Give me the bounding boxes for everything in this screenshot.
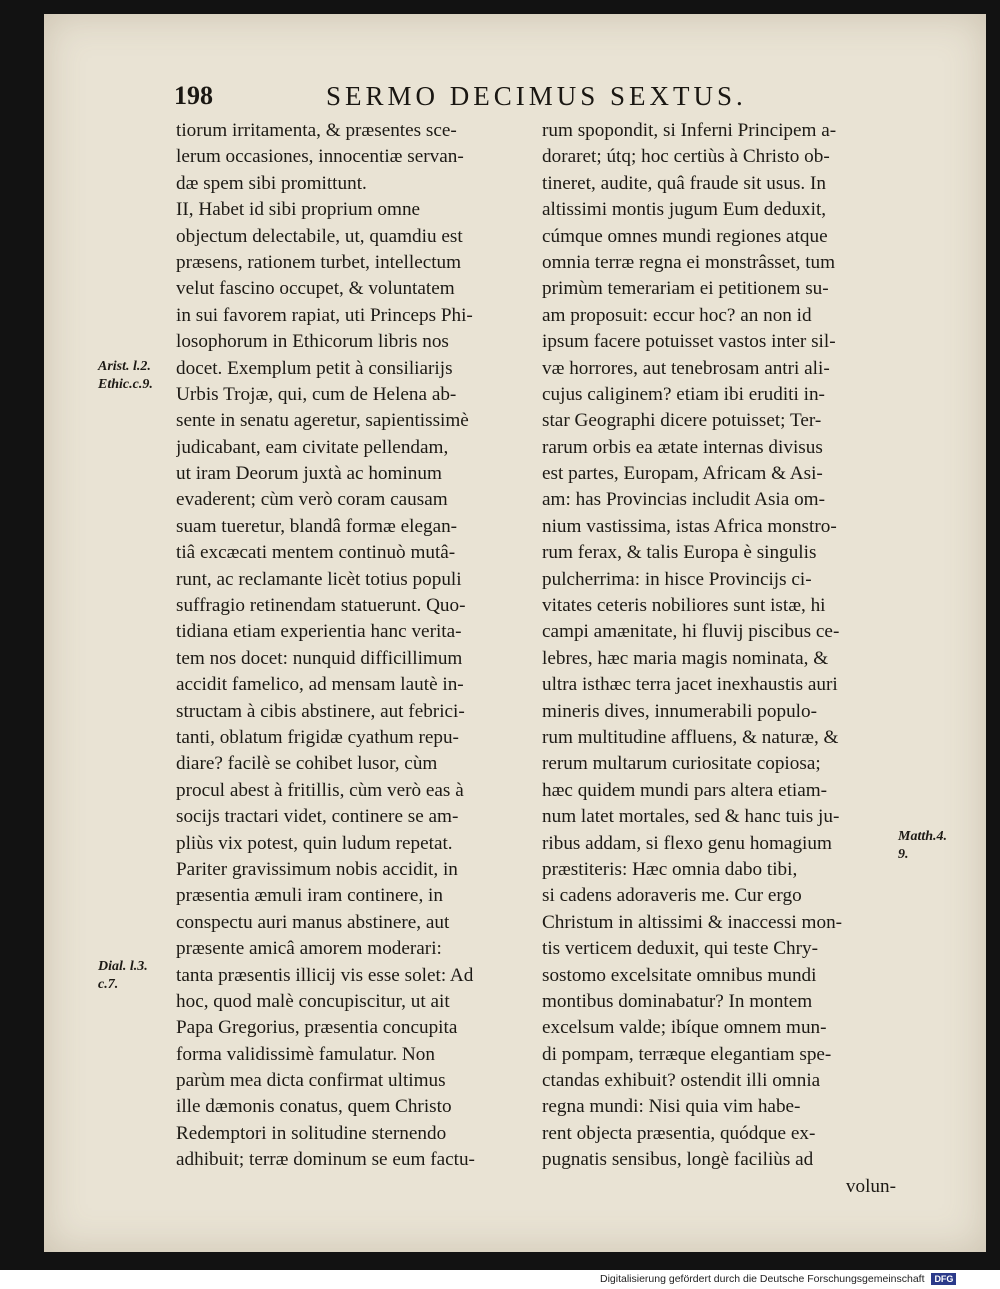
- text-line: Christum in altissimi & inaccessi mon-: [542, 911, 843, 933]
- text-line: structam à cibis abstinere, aut febrici-: [176, 700, 465, 722]
- text-line: ipsum facere potuisset vastos inter sil-: [542, 331, 836, 353]
- text-line: mineris dives, innumerabili populo-: [542, 700, 817, 722]
- text-line: præstiteris: Hæc omnia dabo tibi,: [542, 858, 798, 880]
- footer-text: Digitalisierung gefördert durch die Deutsche Forschungsgemeinschaft: [600, 1273, 925, 1285]
- text-line: ctandas exhibuit? ostendit illi omnia: [542, 1070, 821, 1092]
- text-line: vitates ceteris nobiliores sunt istæ, hi: [542, 595, 826, 617]
- text-line: am: has Provincias includit Asia om-: [542, 489, 825, 511]
- margin-note-line: 9.: [898, 847, 909, 862]
- margin-note-matthew: [898, 828, 947, 864]
- text-line: tiâ excæcati mentem continuò mutâ-: [176, 542, 456, 564]
- text-line: Pariter gravissimum nobis accidit, in: [176, 858, 458, 880]
- text-line: omnia terræ regna ei monstrâsset, tum: [542, 251, 836, 273]
- text-column-right: [542, 118, 896, 1200]
- text-line: Papa Gregorius, præsentia concupita: [176, 1017, 458, 1039]
- digitization-footer: [600, 1272, 956, 1286]
- text-line: Redemptori in solitudine sternendo: [176, 1122, 447, 1144]
- text-line: evaderent; cùm verò coram causam: [176, 489, 448, 511]
- text-line: campi amænitate, hi fluvij piscibus ce-: [542, 621, 840, 643]
- text-line: diare? facilè se cohibet lusor, cùm: [176, 753, 438, 775]
- text-line: altissimi montis jugum Eum deduxit,: [542, 199, 827, 221]
- text-line: lebres, hæc maria magis nominata, &: [542, 647, 829, 669]
- text-line: forma validissimè famulatur. Non: [176, 1043, 435, 1065]
- text-line: runt, ac reclamante licèt totius populi: [176, 568, 462, 590]
- margin-note-line: Ethic.c.9.: [98, 377, 153, 392]
- text-line: rarum orbis ea ætate internas divisus: [542, 436, 823, 458]
- text-line: docet. Exemplum petit à consiliarijs: [176, 357, 453, 379]
- text-line: nium vastissima, istas Africa monstro-: [542, 515, 837, 537]
- text-line: ultra isthæc terra jacet inexhaustis auri: [542, 674, 838, 696]
- text-line: montibus dominabatur? In montem: [542, 990, 813, 1012]
- text-line: in sui favorem rapiat, uti Princeps Phi-: [176, 304, 473, 326]
- text-line: ut iram Deorum juxtà ac hominum: [176, 463, 442, 485]
- text-line: lerum occasiones, innocentiæ servan-: [176, 146, 464, 168]
- text-line: Urbis Trojæ, qui, cum de Helena ab-: [176, 383, 457, 405]
- text-line: di pompam, terræque elegantiam spe-: [542, 1043, 832, 1065]
- text-line: ribus addam, si flexo genu homagium: [542, 832, 832, 854]
- margin-note-gregory: [98, 958, 148, 994]
- text-line: tanta præsentis illicij vis esse solet: Ad: [176, 964, 474, 986]
- text-line: conspectu auri manus abstinere, aut: [176, 911, 450, 933]
- text-line: præsens, rationem turbet, intellectum: [176, 251, 462, 273]
- text-line: præsente amicâ amorem moderari:: [176, 938, 442, 960]
- text-line: tidiana etiam experientia hanc verita-: [176, 621, 462, 643]
- text-line: væ horrores, aut tenebrosam antri ali-: [542, 357, 830, 379]
- text-line: cujus caliginem? etiam ibi eruditi in-: [542, 383, 825, 405]
- text-line: star Geographi dicere potuisset; Ter-: [542, 410, 822, 432]
- text-line: suffragio retinendam statuerunt. Quo-: [176, 595, 466, 617]
- text-line: pulcherrima: in hisce Provincijs ci-: [542, 568, 812, 590]
- text-line: num latet mortales, sed & hanc tuis ju-: [542, 806, 840, 828]
- text-line: rerum multarum curiositate copiosa;: [542, 753, 821, 775]
- text-line: rent objecta præsentia, quódque ex-: [542, 1122, 816, 1144]
- margin-note-line: Dial. l.3.: [98, 959, 148, 974]
- text-line: ille dæmonis conatus, quem Christo: [176, 1096, 452, 1118]
- text-line: hæc quidem mundi pars altera etiam-: [542, 779, 828, 801]
- text-line: tanti, oblatum frigidæ cyathum repu-: [176, 726, 459, 748]
- text-line: tem nos docet: nunquid difficillimum: [176, 647, 463, 669]
- text-line: volun-: [845, 1175, 896, 1197]
- text-line: tiorum irritamenta, & præsentes sce-: [176, 120, 457, 141]
- text-line: parùm mea dicta confirmat ultimus: [176, 1070, 446, 1092]
- text-line: objectum delectabile, ut, quamdiu est: [176, 225, 463, 247]
- text-line: losophorum in Ethicorum libris nos: [176, 331, 449, 353]
- text-line: est partes, Europam, Africam & Asi-: [542, 463, 823, 485]
- margin-note-line: Arist. l.2.: [98, 359, 151, 374]
- text-line: hoc, quod malè concupiscitur, ut ait: [176, 990, 450, 1012]
- text-line: rum spopondit, si Inferni Principem a-: [542, 120, 837, 141]
- margin-note-aristotle: [98, 358, 153, 394]
- text-line: am proposuit: eccur hoc? an non id: [542, 304, 812, 326]
- text-line: pliùs vix potest, quin ludum repetat.: [176, 832, 453, 854]
- text-line: sostomo excelsitate omnibus mundi: [542, 964, 817, 986]
- text-line: suam tueretur, blandâ formæ elegan-: [176, 515, 458, 537]
- text-line: velut fascino occupet, & voluntatem: [176, 278, 455, 300]
- running-head: SERMO DECIMUS SEXTUS.: [326, 81, 747, 111]
- text-line: socijs tractari videt, continere se am-: [176, 806, 459, 828]
- dfg-logo: DFG: [931, 1273, 956, 1285]
- text-line: excelsum valde; ibíque omnem mun-: [542, 1017, 827, 1039]
- text-line: doraret; útq; hoc certiùs à Christo ob-: [542, 146, 830, 168]
- text-line: rum multitudine affluens, & naturæ, &: [542, 726, 839, 748]
- margin-note-line: c.7.: [98, 977, 119, 992]
- text-line: accidit famelico, ad mensam lautè in-: [176, 674, 464, 696]
- text-line: regna mundi: Nisi quia vim habe-: [542, 1096, 801, 1118]
- text-line: procul abest à fritillis, cùm verò eas à: [176, 779, 464, 801]
- text-line: si cadens adoraveris me. Cur ergo: [542, 885, 802, 907]
- text-line: cúmque omnes mundi regiones atque: [542, 225, 828, 247]
- text-line: primùm temerariam ei petitionem su-: [542, 278, 829, 300]
- text-line: pugnatis sensibus, longè faciliùs ad: [542, 1149, 814, 1171]
- text-line: rum ferax, & talis Europa è singulis: [542, 542, 817, 564]
- margin-note-line: Matth.4.: [898, 829, 948, 844]
- text-line: II, Habet id sibi proprium omne: [176, 199, 421, 221]
- text-line: adhibuit; terræ dominum se eum factu-: [176, 1149, 475, 1171]
- text-line: præsentia æmuli iram continere, in: [176, 885, 443, 907]
- text-line: tis verticem deduxit, qui teste Chry-: [542, 938, 819, 960]
- text-line: dæ spem sibi promittunt.: [176, 172, 367, 194]
- text-line: judicabant, eam civitate pellendam,: [176, 436, 449, 458]
- text-line: tineret, audite, quâ fraude sit usus. In: [542, 172, 826, 194]
- page-number: 198: [174, 81, 213, 110]
- text-column-left: [176, 118, 524, 1174]
- text-line: sente in senatu ageretur, sapientissimè: [176, 410, 469, 432]
